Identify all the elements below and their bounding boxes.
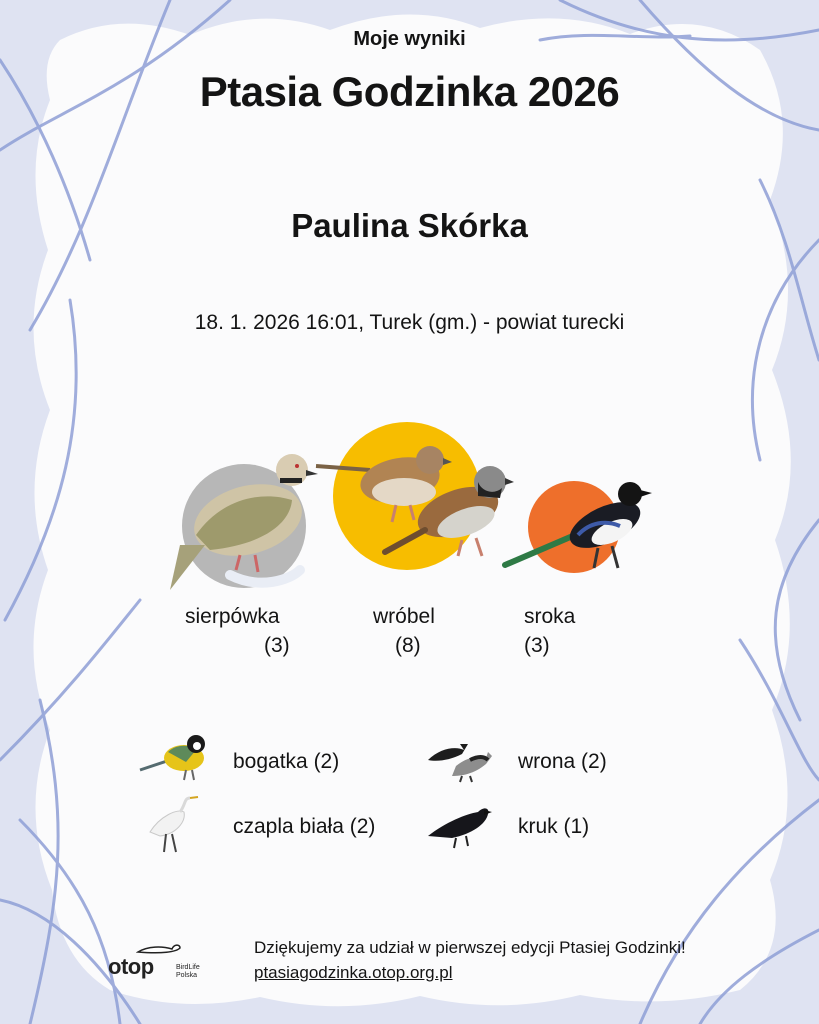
results-subtitle: Moje wyniki	[353, 28, 466, 50]
top-bird-count-wrobel: (8)	[395, 634, 421, 657]
logo-text: otop	[108, 954, 154, 979]
otop-logo	[106, 940, 200, 990]
top-bird-count-sierpowka: (3)	[264, 634, 290, 657]
hooded-crow-icon	[428, 744, 492, 782]
observation-details: 18. 1. 2026 16:01, Turek (gm.) - powiat turecki	[194, 311, 625, 334]
logo-sub1: BirdLife	[176, 964, 200, 971]
bird-label-kruk: kruk (1)	[518, 815, 590, 838]
page-title: Ptasia Godzinka 2026	[199, 68, 620, 115]
top-bird-label-sierpowka: sierpówka	[185, 605, 280, 628]
great-egret-icon	[150, 797, 198, 852]
top-bird-label-wrobel: wróbel	[373, 605, 435, 628]
footer-thanks: Dziękujemy za udział w pierwszej edycji Ptasiej Godzinki!	[254, 938, 686, 957]
great-tit-icon	[140, 735, 205, 780]
bird-label-czapla-biala: czapla biała (2)	[233, 815, 376, 838]
footer-link[interactable]: ptasiagodzinka.otop.org.pl	[254, 963, 453, 982]
raven-icon	[428, 808, 492, 848]
bird-label-wrona: wrona (2)	[518, 750, 607, 773]
logo-birdlife-text	[176, 964, 200, 980]
logo-sub2: Polska	[176, 972, 198, 979]
top-bird-count-sroka: (3)	[524, 634, 550, 657]
top-bird-label-sroka: sroka	[524, 605, 576, 628]
bird-label-bogatka: bogatka (2)	[233, 750, 340, 773]
participant-name: Paulina Skórka	[291, 207, 528, 244]
